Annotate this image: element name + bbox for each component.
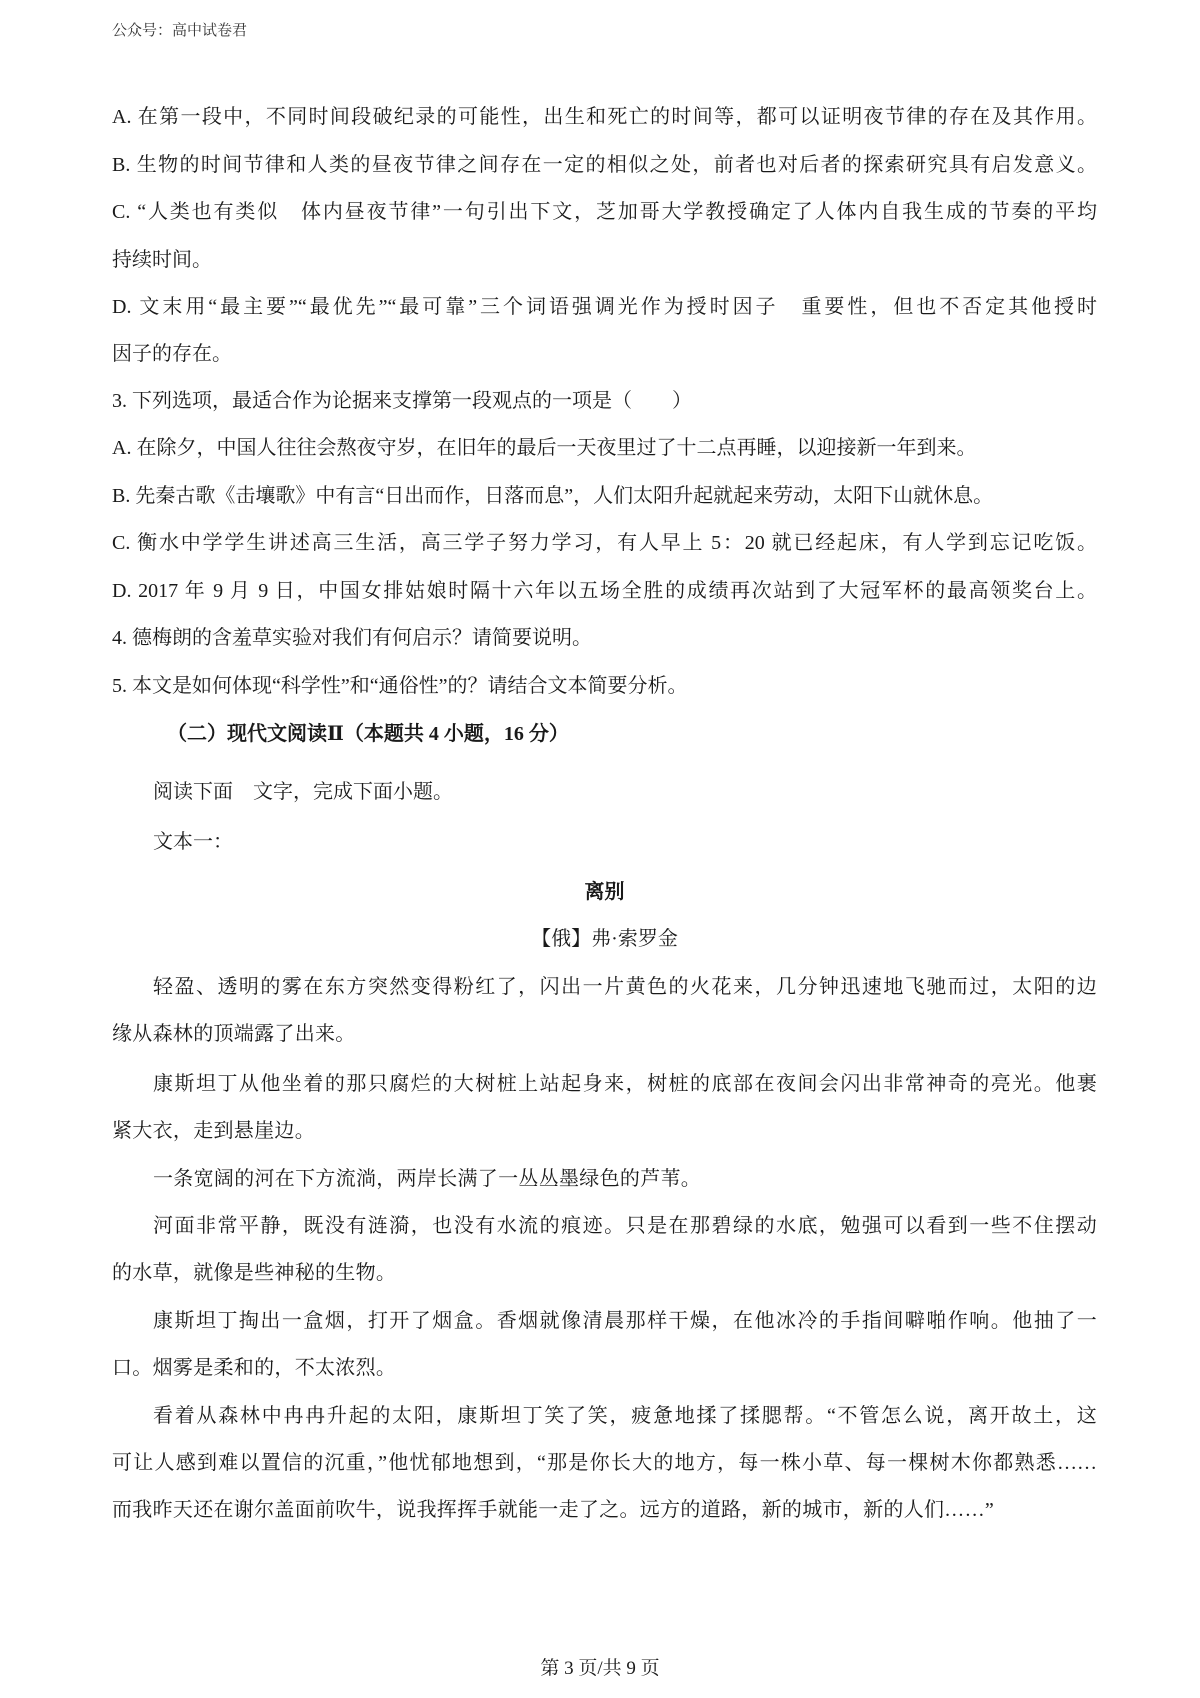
story-paragraph-6-line-3: 而我昨天还在谢尔盖面前吹牛，说我挥挥手就能一走了之。远方的道路，新的城市，新的人们……” <box>112 1499 995 1521</box>
q3-option-a: A. 在除夕，中国人往往会熬夜守岁，在旧年的最后一天夜里过了十二点再睡，以迎接新一年到来。 <box>112 437 977 459</box>
question-5: 5. 本文是如何体现“科学性”和“通俗性”的？请结合文本简要分析。 <box>112 675 688 697</box>
question-4: 4. 德梅朗的含羞草实验对我们有何启示？请简要说明。 <box>112 627 592 649</box>
q2-option-a: A. 在第一段中，不同时间段破纪录的可能性，出生和死亡的时间等，都可以证明夜节律的存在及其作用。 <box>112 106 1097 128</box>
q2-option-d-line-1: D. 文末用“最主要”“最优先”“最可靠”三个词语强调光作为授时因子 重要性，但也不否定其他授时 <box>112 296 1097 318</box>
story-paragraph-1-line-1: 轻盈、透明的雾在东方突然变得粉红了，闪出一片黄色的火花来，几分钟迅速地飞驰而过，太阳的边 <box>153 976 1097 998</box>
q2-option-c-line-1: C. “人类也有类似 体内昼夜节律”一句引出下文，芝加哥大学教授确定了人体内自我生成的节奏的平均 <box>112 201 1097 223</box>
section-heading: （二）现代文阅读Ⅱ（本题共 4 小题，16 分） <box>167 723 569 745</box>
story-paragraph-3-line-1: 一条宽阔的河在下方流淌，两岸长满了一丛丛墨绿色的芦苇。 <box>153 1168 702 1190</box>
story-paragraph-4-line-2: 的水草，就像是些神秘的生物。 <box>112 1262 397 1284</box>
page-number: 第 3 页/共 9 页 <box>540 1658 660 1679</box>
story-paragraph-2-line-2: 紧大衣，走到悬崖边。 <box>112 1120 315 1142</box>
story-paragraph-4-line-1: 河面非常平静，既没有涟漪，也没有水流的痕迹。只是在那碧绿的水底，勉强可以看到一些不住摆动 <box>153 1215 1097 1237</box>
story-paragraph-6-line-2: 可让人感到难以置信的沉重，”他忧郁地想到，“那是你长大的地方，每一株小草、每一棵树木你都熟悉…… <box>112 1452 1097 1474</box>
story-author: 【俄】弗·索罗金 <box>531 928 678 950</box>
q3-stem: 3. 下列选项，最适合作为论据来支撑第一段观点的一项是（ ） <box>112 390 692 412</box>
source-header: 公众号：高中试卷君 <box>112 23 248 39</box>
q3-option-b: B. 先秦古歌《击壤歌》中有言“日出而作，日落而息”，人们太阳升起就起来劳动，太阳下山就休息。 <box>112 485 994 507</box>
story-title: 离别 <box>584 881 625 903</box>
story-paragraph-2-line-1: 康斯坦丁从他坐着的那只腐烂的大树桩上站起身来，树桩的底部在夜间会闪出非常神奇的亮光。他裹 <box>153 1073 1097 1095</box>
q2-option-d-line-2: 因子的存在。 <box>112 343 232 365</box>
story-paragraph-1-line-2: 缘从森林的顶端露了出来。 <box>112 1023 356 1045</box>
q2-option-b: B. 生物的时间节律和人类的昼夜节律之间存在一定的相似之处，前者也对后者的探索研究具有启发意义。 <box>112 154 1097 176</box>
q3-option-c: C. 衡水中学学生讲述高三生活，高三学子努力学习，有人早上 5：20 就已经起床，有人学到忘记吃饭。 <box>112 532 1097 554</box>
q3-option-d: D. 2017 年 9 月 9 日，中国女排姑娘时隔十六年以五场全胜的成绩再次站到了大冠军杯的最高领奖台上。 <box>112 580 1097 602</box>
section-instruction: 阅读下面 文字，完成下面小题。 <box>153 781 453 803</box>
story-paragraph-6-line-1: 看着从森林中冉冉升起的太阳，康斯坦丁笑了笑，疲惫地揉了揉腮帮。“不管怎么说，离开故土，这 <box>153 1405 1097 1427</box>
story-paragraph-5-line-2: 口。烟雾是柔和的，不太浓烈。 <box>112 1357 397 1379</box>
story-paragraph-5-line-1: 康斯坦丁掏出一盒烟，打开了烟盒。香烟就像清晨那样干燥，在他冰冷的手指间噼啪作响。他抽了一 <box>153 1310 1097 1332</box>
text-label: 文本一： <box>153 831 233 853</box>
q2-option-c-line-2: 持续时间。 <box>112 249 212 271</box>
